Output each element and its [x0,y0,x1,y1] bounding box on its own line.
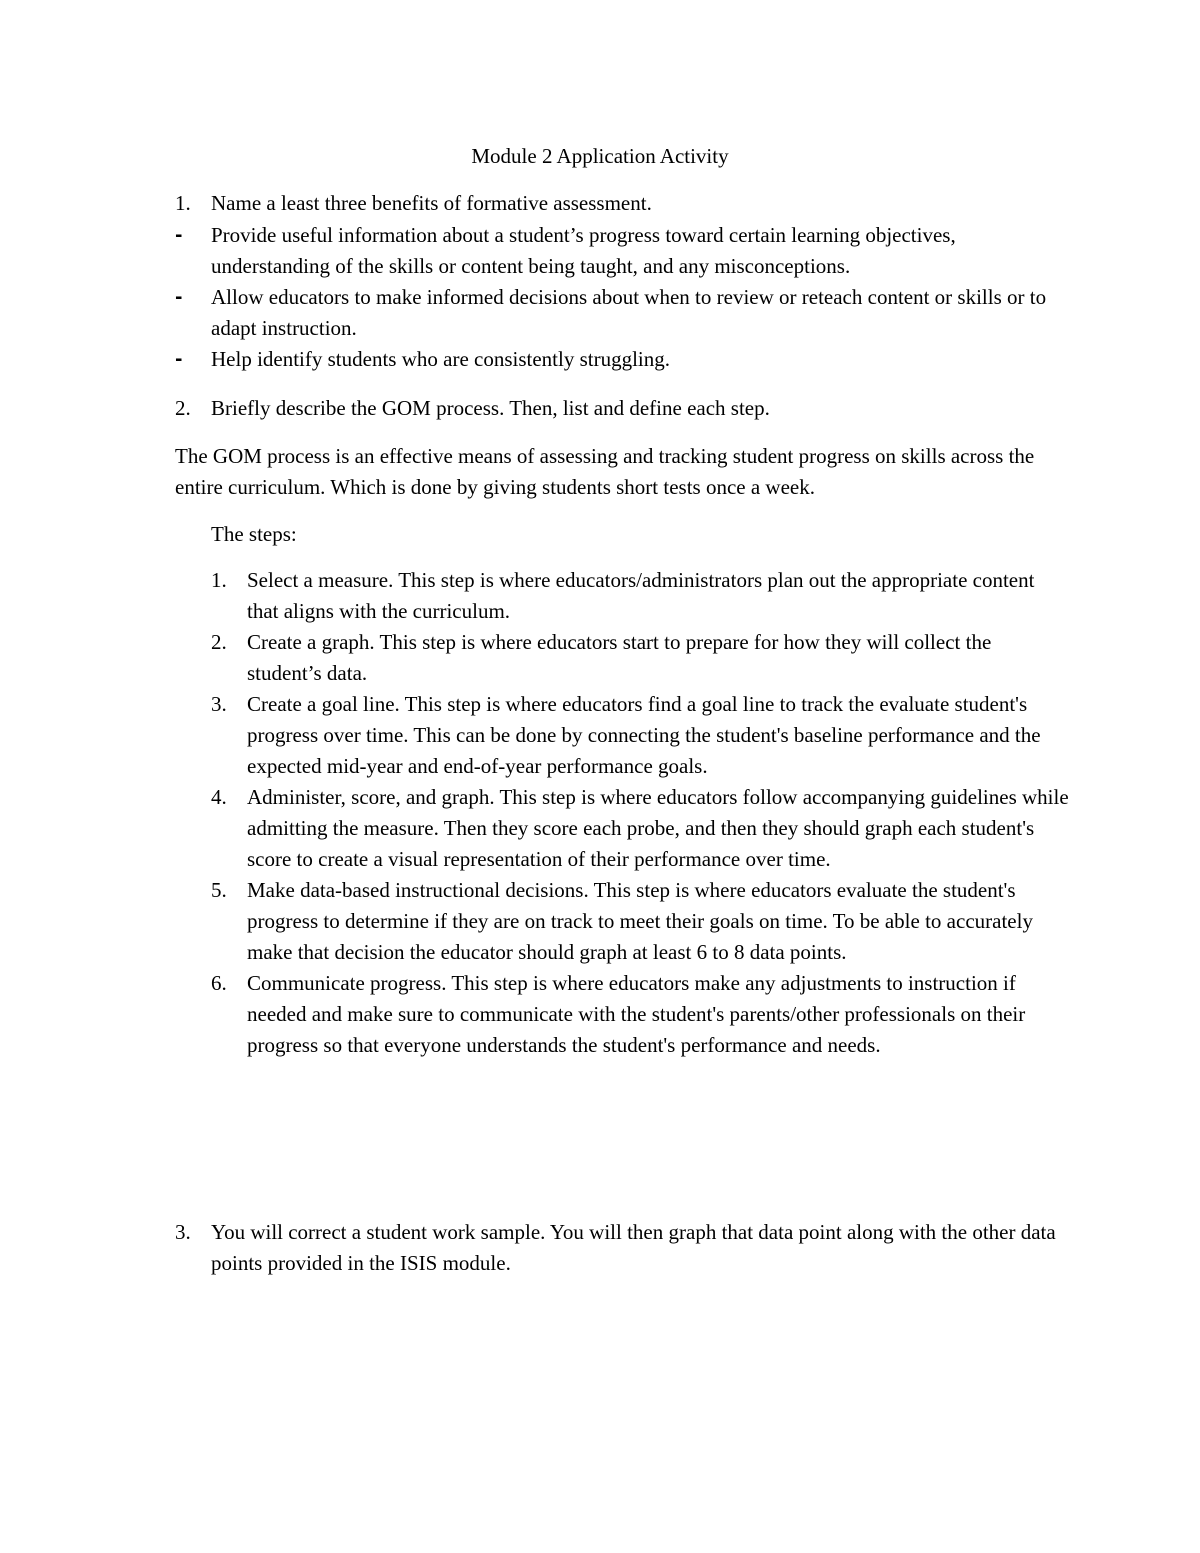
question-3 [175,1217,1065,1279]
question-3-text: You will correct a student work sample. You will then graph that data point along with the other data points provided in the ISIS module. [211,1220,1056,1275]
step-number: 2. [211,630,227,654]
bullet-text: Allow educators to make informed decisions about when to review or reteach content or skills or to adapt instruction. [211,285,1047,340]
question-1 [175,188,1065,219]
list-item [211,782,1071,875]
bullet-marker: - [175,287,183,308]
gom-steps-list [211,565,1071,1061]
list-item [175,344,1065,375]
list-item [175,220,1065,282]
step-number: 5. [211,878,227,902]
step-text: Create a goal line. This step is where educators find a goal line to track the evaluate student's progress over time. This can be done by connecting the student's baseline performance and the expected mid-year and end-of-year performance goals. [247,692,1041,778]
document-title: Module 2 Application Activity [471,144,729,168]
step-text: Administer, score, and graph. This step is where educators follow accompanying guidelines while admitting the measure. Then they score each probe, and then they should graph each student's score to create a visual representation of their performance over time. [247,785,1069,871]
benefits-list [175,220,1065,375]
bullet-text: Help identify students who are consistently struggling. [211,347,671,371]
list-item [211,689,1071,782]
question-2-text: Briefly describe the GOM process. Then, list and define each step. [211,396,770,420]
list-item [211,968,1071,1061]
bullet-text: Provide useful information about a student’s progress toward certain learning objectives, understanding of the skills or content being taught, and any misconceptions. [211,223,956,278]
step-text: Select a measure. This step is where educators/administrators plan out the appropriate content that aligns with the curriculum. [247,568,1035,623]
step-number: 6. [211,971,227,995]
list-item [211,565,1071,627]
list-item [175,282,1065,344]
step-text: Create a graph. This step is where educators start to prepare for how they will collect the student’s data. [247,630,992,685]
bullet-marker: - [175,225,183,246]
question-2-number: 2. [175,396,191,420]
list-item [211,627,1071,689]
step-text: Communicate progress. This step is where educators make any adjustments to instruction if needed and make sure to communicate with the student's parents/other professionals on their progress so that everyone understands the student's performance and needs. [247,971,1026,1057]
steps-label: The steps: [211,522,297,546]
step-number: 1. [211,568,227,592]
question-2 [175,393,1065,424]
gom-description: The GOM process is an effective means of assessing and tracking student progress on skills across the entire curriculum. Which is done by giving students short tests once a week. [175,444,1035,499]
step-number: 4. [211,785,227,809]
step-number: 3. [211,692,227,716]
question-1-number: 1. [175,191,191,215]
step-text: Make data-based instructional decisions. This step is where educators evaluate the student's progress to determine if they are on track to meet their goals on time. To be able to accurately make that decision the educator should graph at least 6 to 8 data points. [247,878,1033,964]
question-3-number: 3. [175,1220,191,1244]
question-1-text: Name a least three benefits of formative assessment. [211,191,652,215]
list-item [211,875,1071,968]
bullet-marker: - [175,349,183,370]
